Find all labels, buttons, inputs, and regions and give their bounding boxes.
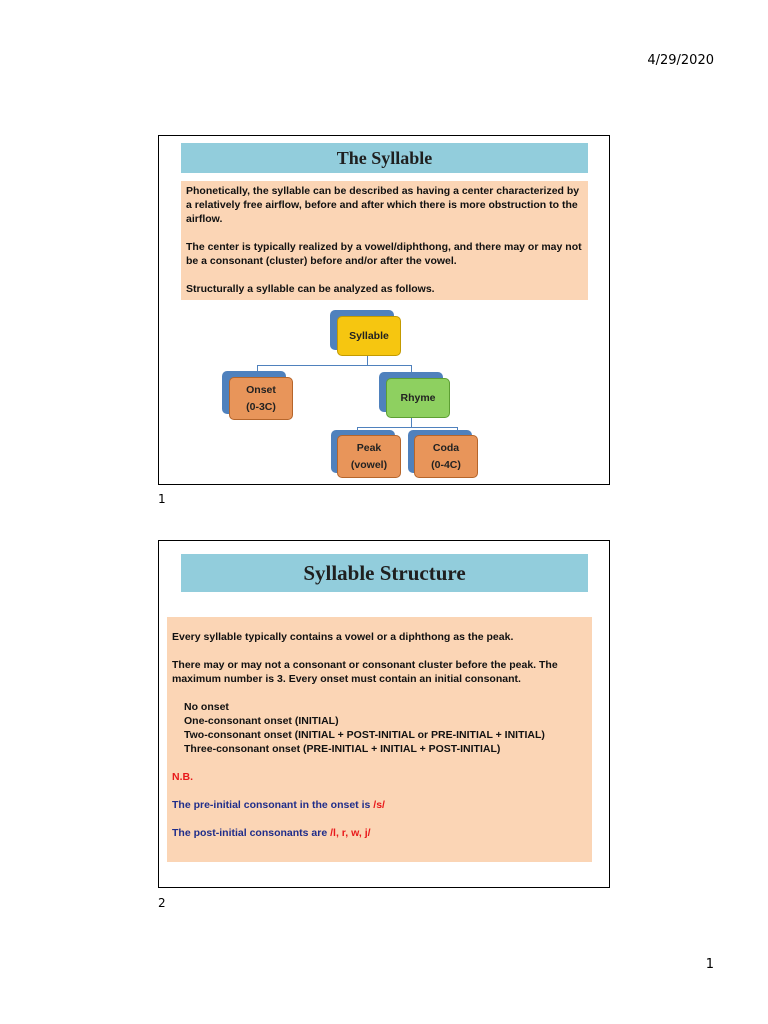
list-item: Three-consonant onset (PRE-INITIAL + INITIAL + POST-INITIAL)	[184, 743, 501, 755]
list-item: No onset	[184, 701, 229, 713]
nb-label: N.B.	[172, 771, 193, 783]
slide-1	[158, 135, 610, 485]
pre-initial-note	[172, 798, 587, 812]
paragraph: Every syllable typically contains a vowel or a diphthong as the peak.	[172, 631, 514, 643]
slide-title: Syllable Structure	[181, 554, 588, 592]
paragraph: There may or may not a consonant or consonant cluster before the peak. The maximum number is 3. Every onset must contain an initial consonant.	[172, 659, 558, 685]
node-sublabel: (0-3C)	[246, 400, 276, 413]
node-label: Peak	[356, 441, 382, 454]
node-label: Rhyme	[400, 391, 436, 404]
pre-initial-value: /s/	[373, 799, 385, 811]
node-label: Onset	[246, 383, 276, 396]
syllable-tree-diagram	[159, 136, 609, 484]
rhyme-node	[386, 378, 450, 418]
node-label: Coda	[432, 441, 460, 454]
connector-line	[411, 418, 412, 427]
node-sublabel: (0-4C)	[431, 458, 461, 471]
connector-line	[357, 427, 457, 428]
pre-initial-text: The pre-initial consonant in the onset is	[172, 799, 374, 811]
syllable-node	[337, 316, 401, 356]
slide-title: The Syllable	[181, 143, 588, 173]
paragraph: The center is typically realized by a vowel/diphthong, and there may or may not be a consonant (cluster) before and/or after the vowel.	[186, 241, 582, 267]
slide-number: 2	[158, 896, 166, 910]
connector-line	[257, 365, 411, 366]
post-initial-value: /l, r, w, j/	[330, 827, 371, 839]
page-date: 4/29/2020	[647, 53, 714, 68]
slide-2	[158, 540, 610, 888]
coda-node	[414, 435, 478, 478]
page-number: 1	[705, 957, 714, 972]
node-sublabel: (vowel)	[350, 458, 388, 471]
post-initial-text: The post-initial consonants are	[172, 827, 331, 839]
paragraph: Structurally a syllable can be analyzed as follows.	[186, 283, 435, 295]
slide-text-box	[167, 617, 592, 862]
list-item: Two-consonant onset (INITIAL + POST-INITIAL or PRE-INITIAL + INITIAL)	[184, 729, 545, 741]
slide-number: 1	[158, 492, 166, 506]
post-initial-note	[172, 826, 587, 840]
onset-node	[229, 377, 293, 420]
list-item: One-consonant onset (INITIAL)	[184, 715, 339, 727]
peak-node	[337, 435, 401, 478]
paragraph: Phonetically, the syllable can be described as having a center characterized by a relatively free airflow, before and after which there is more obstruction to the airflow.	[186, 185, 580, 225]
node-label: Syllable	[349, 329, 389, 342]
onset-types-list	[172, 700, 587, 756]
